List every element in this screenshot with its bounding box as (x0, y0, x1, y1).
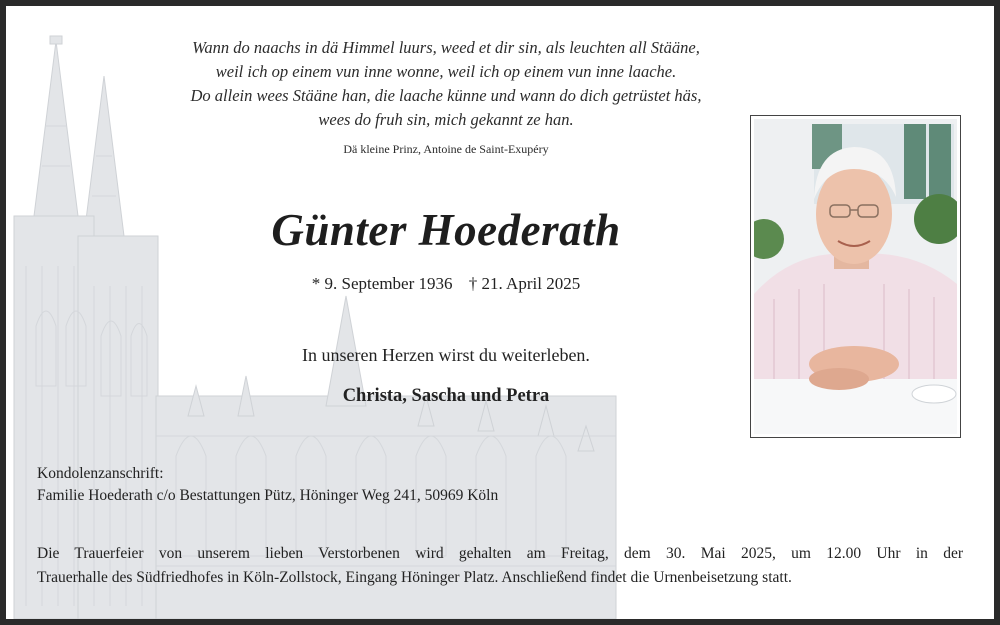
birth-date: * 9. September 1936 (311, 274, 453, 293)
ceremony-notice (37, 542, 963, 590)
memorial-motto: In unseren Herzen wirst du weiterleben. (302, 345, 590, 365)
ceremony-line: Die Trauerfeier von unserem lieben Verstorbenen wird gehalten am Freitag, dem 30. Mai 2025, um 12.00 Uhr in der (37, 545, 963, 562)
quote-line: Do allein wees Stääne han, die laache künne und wann do dich getrüstet häs, (190, 86, 702, 105)
quote-text (136, 36, 756, 132)
portrait-photo-icon (754, 119, 957, 434)
condolence-address-line: Familie Hoederath c/o Bestattungen Pütz, Höninger Weg 241, 50969 Köln (37, 487, 499, 504)
obituary-card (6, 6, 994, 619)
deceased-name: Günter Hoederath (271, 205, 621, 255)
quote-line: Wann do naachs in dä Himmel luurs, weed et dir sin, als leuchten all Stääne, (192, 38, 700, 57)
mourners-names: Christa, Sascha und Petra (342, 386, 550, 406)
condolence-address (37, 463, 498, 507)
death-date: † 21. April 2025 (468, 274, 581, 293)
quote-line: wees do fruh sin, mich gekannt ze han. (318, 110, 574, 129)
condolence-label: Kondolenzanschrift: (37, 465, 164, 482)
life-dates (136, 274, 756, 294)
ceremony-line: Trauerhalle des Südfriedhofes in Köln-Zollstock, Eingang Höninger Platz. Anschließend findet die Urnenbeisetzung statt. (37, 569, 792, 586)
quote-source: Dä kleine Prinz, Antoine de Saint-Exupéry (343, 142, 549, 156)
quote-line: weil ich op einem vun inne wonne, weil ich op einem vun inne laache. (215, 62, 677, 81)
portrait-photo (750, 115, 961, 438)
